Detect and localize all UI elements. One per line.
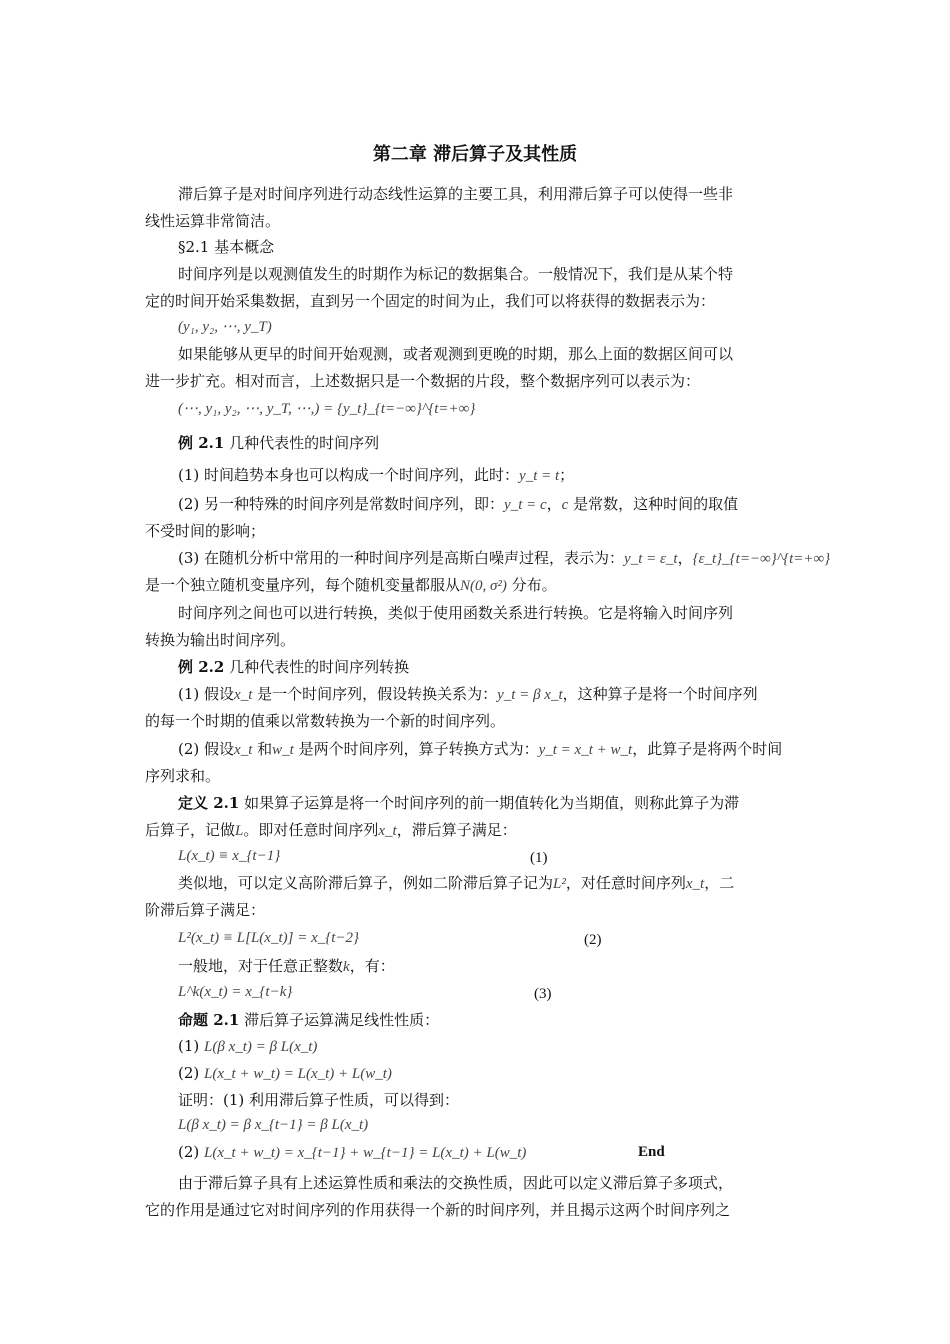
formula-data-tuple: (y₁, y₂, ⋯, y_T) [178, 319, 272, 335]
paragraph-line [145, 575, 810, 596]
end-marker: End [638, 1144, 665, 1160]
paragraph-line: 滞后算子是对时间序列进行动态线性运算的主要工具，利用滞后算子可以使得一些非 [178, 185, 734, 203]
inline-formula: y_t = t [519, 468, 560, 484]
text: 分布。 [506, 576, 557, 594]
text: ， [677, 549, 693, 567]
paragraph-line [178, 684, 810, 705]
definition-label: 定义 2.1 [178, 794, 240, 812]
text: ，此算子是将两个时间 [632, 740, 783, 758]
text: ，滞后算子满足： [396, 821, 517, 839]
text: (2) 假设 [178, 740, 235, 758]
equation-2: L²(x_t) ≡ L[L(x_t)] = x_{t−2} [178, 930, 360, 946]
paragraph-line: 线性运算非常简洁。 [145, 212, 281, 230]
text: (1) 假设 [178, 685, 235, 703]
inline-formula: y_t = ε_t [624, 551, 678, 567]
paragraph-line: 进一步扩充。相对而言，上述数据只是一个数据的片段，整个数据序列可以表示为： [145, 372, 701, 390]
paragraph-line: 不受时间的影响； [145, 522, 266, 540]
text: (3) 在随机分析中常用的一种时间序列是高斯白噪声过程，表示为： [178, 549, 625, 567]
paragraph-line [178, 873, 810, 894]
property-line [178, 1036, 810, 1057]
inline-formula: L² [553, 876, 566, 892]
example-label: 例 2.2 [178, 658, 225, 676]
inline-formula: x_t [234, 742, 253, 758]
chapter-title: 第二章 滞后算子及其性质 [372, 144, 578, 165]
paragraph-line: 的每一个时期的值乘以常数转换为一个新的时间序列。 [145, 712, 506, 730]
paragraph-line: 序列求和。 [145, 767, 221, 785]
inline-formula: x_t [378, 823, 397, 839]
equation-number: (3) [534, 986, 552, 1002]
paragraph-line: 如果能够从更早的时间开始观测，或者观测到更晚的时期，那么上面的数据区间可以 [178, 345, 734, 363]
text: ，对任意时间序列 [565, 874, 686, 892]
property-line [178, 1063, 810, 1084]
text: 如果算子运算是将一个时间序列的前一期值转化为当期值，则称此算子为滞 [239, 794, 740, 812]
definition-line [178, 793, 810, 813]
paragraph-line: 时间序列是以观测值发生的时期作为标记的数据集合。一般情况下，我们是从某个特 [178, 265, 734, 283]
proposition-line [178, 1010, 810, 1030]
proof-formula: L(β x_t) = β x_{t−1} = β L(x_t) [178, 1117, 369, 1133]
inline-formula: w_t [272, 742, 294, 758]
text: 滞后算子运算满足线性性质： [239, 1011, 440, 1029]
text: ，这种算子是将一个时间序列 [562, 685, 758, 703]
text: 。即对任意时间序列 [243, 821, 379, 839]
paragraph-line [178, 494, 810, 515]
example-title: 几种代表性的时间序列 [224, 434, 380, 452]
example-heading [178, 657, 810, 677]
paragraph-line: 定的时间开始采集数据，直到另一个固定的时间为止，我们可以将获得的数据表示为： [145, 292, 716, 310]
text: (2) [178, 1064, 200, 1082]
text: 是两个时间序列，算子转换方式为： [293, 740, 539, 758]
text: 是一个时间序列，假设转换关系为： [252, 685, 498, 703]
equation-number: (1) [530, 850, 548, 866]
proof-line: 证明：(1) 利用滞后算子性质，可以得到： [178, 1091, 460, 1109]
inline-formula: x_t [234, 687, 253, 703]
paragraph-line: 时间序列之间也可以进行转换，类似于使用函数关系进行转换。它是将输入时间序列 [178, 604, 734, 622]
text: 后算子，记做 [145, 821, 236, 839]
example-label: 例 2.1 [178, 434, 225, 452]
equation-3: L^k(x_t) = x_{t−k} [178, 984, 293, 1000]
example-title: 几种代表性的时间序列转换 [224, 658, 410, 676]
paragraph-line [178, 956, 810, 977]
paragraph-line: 阶滞后算子满足： [145, 901, 266, 919]
text: (2) [178, 1143, 200, 1161]
inline-formula: L(x_t + w_t) = L(x_t) + L(w_t) [204, 1066, 392, 1082]
proof-line [178, 1142, 618, 1163]
inline-formula: {ε_t}_{t=−∞}^{t=+∞} [692, 551, 831, 567]
inline-formula: x_t [685, 876, 705, 892]
inline-formula: c [561, 497, 569, 513]
inline-formula: y_t = c [504, 497, 547, 513]
example-heading [178, 433, 810, 453]
inline-formula: L(β x_t) = β L(x_t) [204, 1039, 318, 1055]
text: 一般地，对于任意正整数 [178, 957, 344, 975]
text: 类似地，可以定义高阶滞后算子，例如二阶滞后算子记为 [178, 874, 554, 892]
inline-formula: L [235, 823, 244, 839]
text: (2) 另一种特殊的时间序列是常数时间序列，即： [178, 495, 505, 513]
paragraph-line: 它的作用是通过它对时间序列的作用获得一个新的时间序列，并且揭示这两个时间序列之 [145, 1201, 731, 1219]
paragraph-line: 转换为输出时间序列。 [145, 631, 296, 649]
text: 是一个独立随机变量序列，每个随机变量都服从 [145, 576, 461, 594]
equation-number: (2) [584, 932, 602, 948]
inline-formula: N(0, σ²) [460, 578, 507, 594]
paragraph-line [178, 548, 831, 569]
text: (1) 时间趋势本身也可以构成一个时间序列，此时： [178, 466, 520, 484]
paragraph-line [178, 739, 810, 760]
equation-1: L(x_t) ≡ x_{t−1} [178, 848, 281, 864]
text: ，有： [349, 957, 395, 975]
formula-full-sequence: (⋯, y₁, y₂, ⋯, y_T, ⋯,) = {y_t}_{t=−∞}^{t=+∞} [178, 401, 476, 417]
paragraph-line [178, 465, 810, 486]
text: 和 [252, 740, 273, 758]
text: ，二 [704, 874, 735, 892]
text: 是常数，这种时间的取值 [568, 495, 739, 513]
text: ， [546, 495, 562, 513]
text: ； [559, 466, 575, 484]
paragraph-line: 由于滞后算子具有上述运算性质和乘法的交换性质，因此可以定义滞后算子多项式， [178, 1174, 734, 1192]
proposition-label: 命题 2.1 [178, 1011, 240, 1029]
inline-formula: L(x_t + w_t) = x_{t−1} + w_{t−1} = L(x_t) + L(w_t) [204, 1145, 527, 1161]
section-heading: §2.1 基本概念 [178, 238, 275, 256]
inline-formula: k [343, 959, 350, 975]
inline-formula: y_t = x_t + w_t [538, 742, 633, 758]
inline-formula: y_t = β x_t [497, 687, 563, 703]
paragraph-line [145, 820, 810, 841]
text: (1) [178, 1037, 200, 1055]
